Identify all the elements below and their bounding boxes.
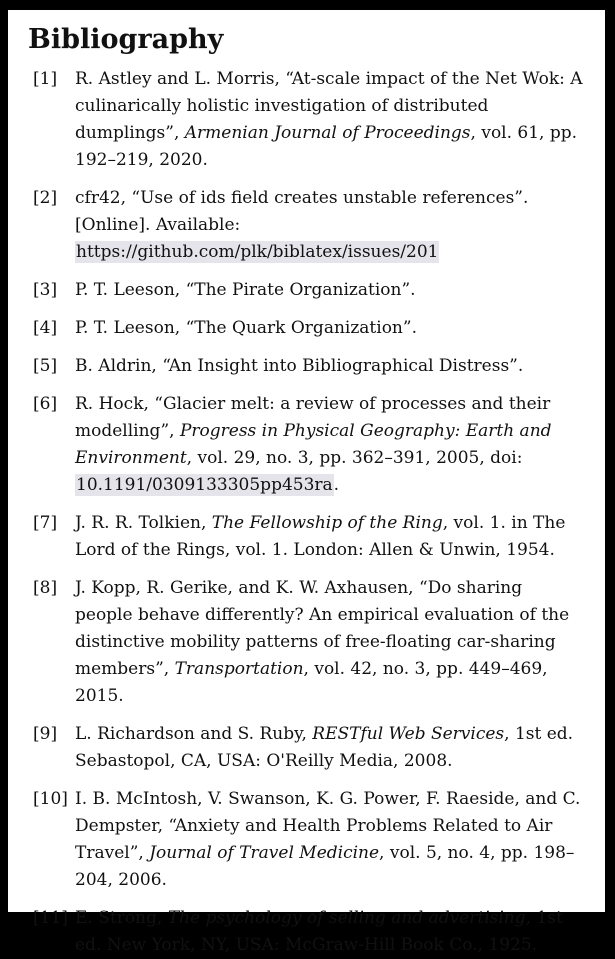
reference-text-segment: B. Aldrin, “An Insight into Bibliographical Distress”. <box>75 356 524 376</box>
reference-text <box>75 905 585 959</box>
reference-text <box>75 66 585 174</box>
reference-label: [3] <box>33 280 58 300</box>
reference-work-title: RESTful Web Services <box>312 724 505 744</box>
reference-item <box>33 315 590 342</box>
reference-text <box>75 315 585 342</box>
reference-text <box>75 721 585 775</box>
reference-text-segment: E. Strong, <box>75 908 168 928</box>
reference-text <box>75 185 585 266</box>
reference-work-title: The psychology of selling and advertising <box>167 908 526 928</box>
reference-text-segment: , vol. 42, no. 3, pp. 449–469, 2015. <box>75 659 548 706</box>
reference-text <box>75 353 585 380</box>
reference-item <box>33 510 590 564</box>
reference-list <box>33 66 605 959</box>
reference-text-segment: R. Astley and L. Morris, “At-scale impact of the Net Wok: A culinarically holistic investigation of distributed dumplings”, <box>75 69 583 143</box>
reference-text-segment: I. B. McIntosh, V. Swanson, K. G. Power, F. Raeside, and C. Dempster, “Anxiety and Health Problems Related to Air Travel”, <box>75 789 581 863</box>
reference-work-title: Armenian Journal of Proceedings <box>184 123 471 143</box>
reference-text-segment: , vol. 61, pp. 192–219, 2020. <box>75 123 578 170</box>
reference-item <box>33 391 590 499</box>
page-title: Bibliography <box>28 24 224 55</box>
reference-work-title: The Fellowship of the Ring <box>211 513 443 533</box>
reference-label: [8] <box>33 578 58 598</box>
reference-label: [2] <box>33 188 58 208</box>
reference-work-title: Transportation <box>174 659 304 679</box>
reference-text-segment: J. Kopp, R. Gerike, and K. W. Axhausen, “Do sharing people behave differently? An empirical evaluation of the distinctive mobility patterns of free-floating car-sharing members”, <box>75 578 570 679</box>
reference-text-segment: P. T. Leeson, “The Quark Organization”. <box>75 318 417 338</box>
reference-text <box>75 786 585 894</box>
reference-label: [6] <box>33 394 58 414</box>
reference-label: [4] <box>33 318 58 338</box>
reference-item <box>33 66 590 174</box>
reference-item <box>33 353 590 380</box>
reference-text-segment: cfr42, “Use of ids field creates unstable references”. [Online]. Available: <box>75 188 529 235</box>
reference-work-title: Journal of Travel Medicine <box>149 843 380 863</box>
reference-text-segment: . <box>333 475 340 495</box>
reference-text-segment: J. R. R. Tolkien, <box>75 513 212 533</box>
reference-item <box>33 185 590 266</box>
reference-label: [11] <box>33 908 68 928</box>
reference-work-title: Progress in Physical Geography: Earth and Environment <box>75 421 552 468</box>
reference-text-segment: , 1st ed. New York, NY, USA: McGraw-Hill Book Co., 1925. <box>75 908 563 955</box>
reference-text-segment: , 1st ed. Sebastopol, CA, USA: O'Reilly Media, 2008. <box>75 724 574 771</box>
reference-text-segment: L. Richardson and S. Ruby, <box>75 724 313 744</box>
reference-item <box>33 277 590 304</box>
reference-text-segment: R. Hock, “Glacier melt: a review of processes and their modelling”, <box>75 394 551 441</box>
reference-text <box>75 277 585 304</box>
reference-link[interactable]: 10.1191/0309133305pp453ra <box>76 475 333 495</box>
reference-item <box>33 786 590 894</box>
reference-label: [10] <box>33 789 68 809</box>
reference-label: [1] <box>33 69 58 89</box>
reference-text <box>75 510 585 564</box>
reference-text-segment: P. T. Leeson, “The Pirate Organization”. <box>75 280 416 300</box>
reference-link[interactable]: https://github.com/plk/biblatex/issues/201 <box>76 242 439 262</box>
reference-label: [7] <box>33 513 58 533</box>
reference-label: [5] <box>33 356 58 376</box>
reference-text-segment: , vol. 5, no. 4, pp. 198–204, 2006. <box>75 843 575 890</box>
reference-text <box>75 575 585 710</box>
reference-text-segment: , vol. 29, no. 3, pp. 362–391, 2005, doi: <box>186 448 523 468</box>
reference-label: [9] <box>33 724 58 744</box>
reference-item <box>33 905 590 959</box>
reference-item <box>33 721 590 775</box>
reference-text-segment: , vol. 1. in The Lord of the Rings, vol. 1. London: Allen & Unwin, 1954. <box>75 513 566 560</box>
reference-text <box>75 391 585 499</box>
document-page <box>8 10 605 955</box>
reference-item <box>33 575 590 710</box>
